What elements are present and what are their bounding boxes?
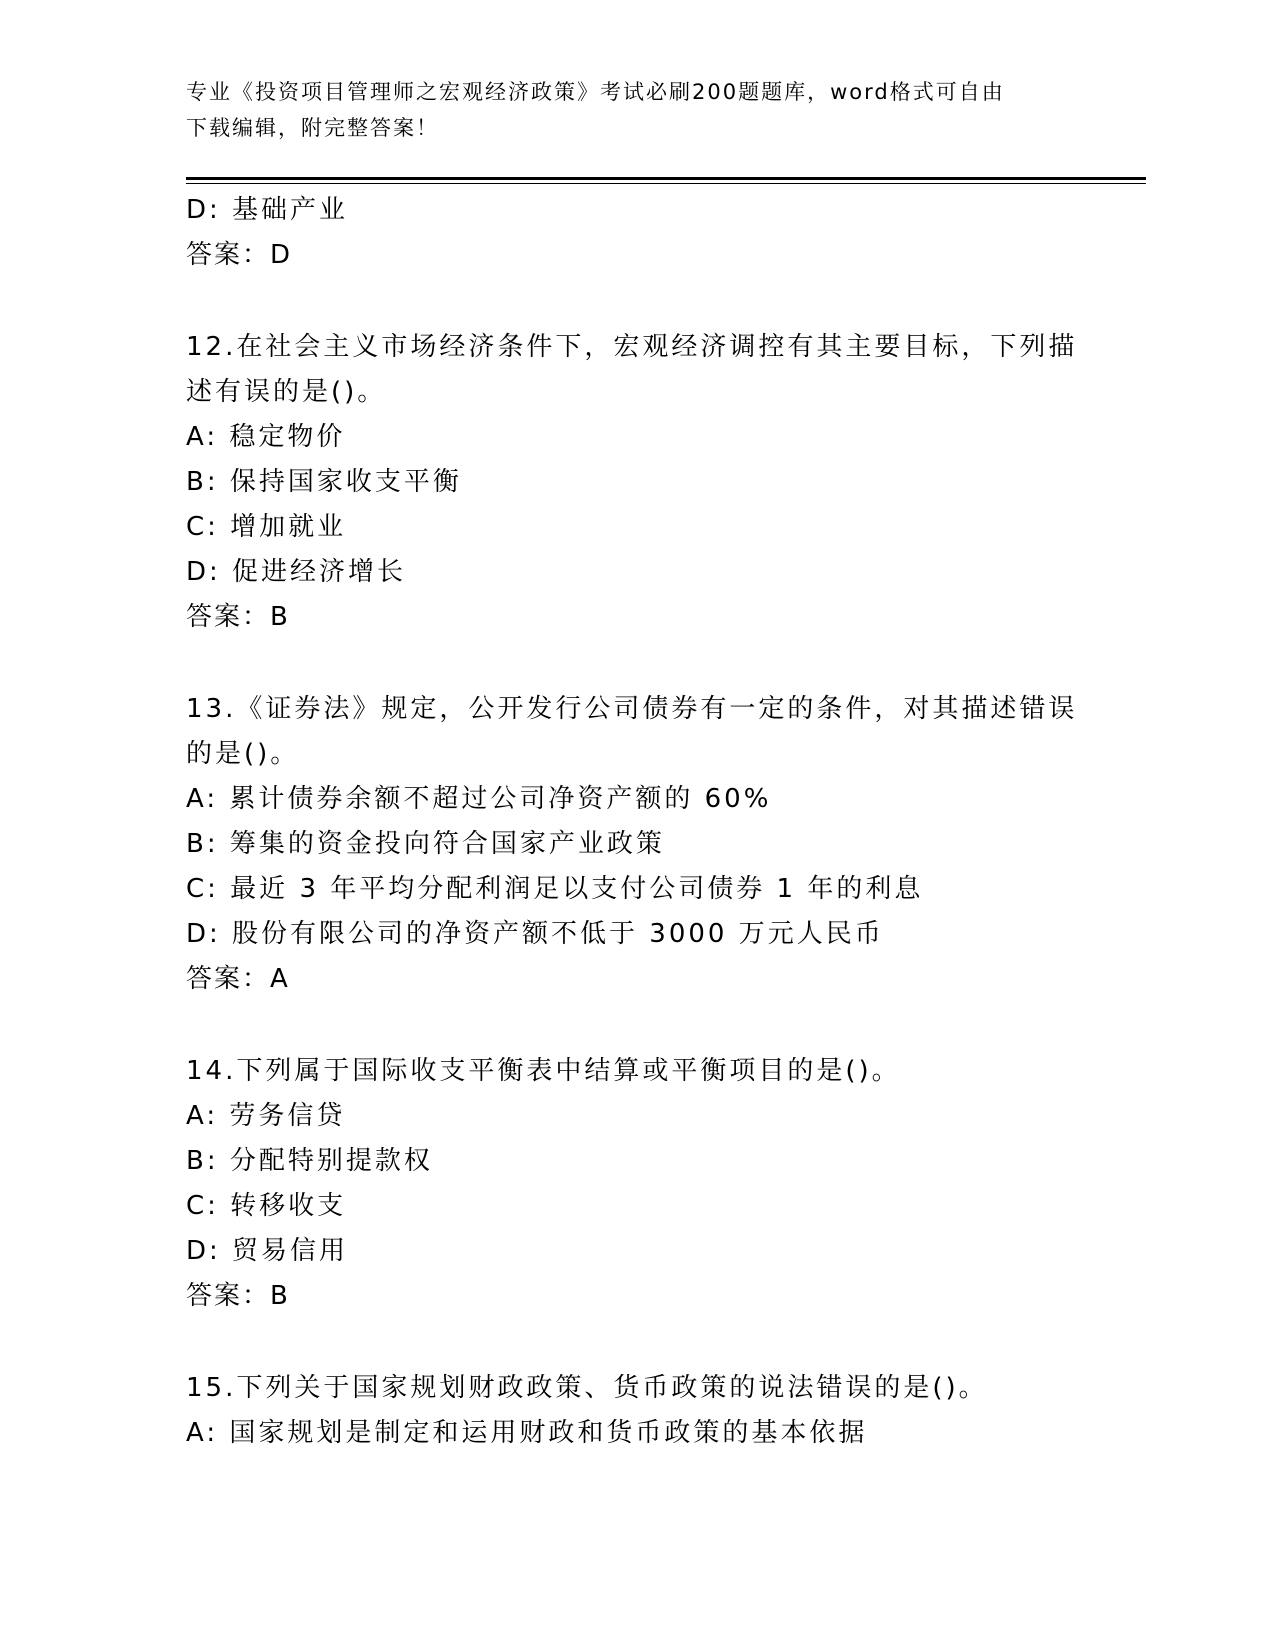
- option-a: A: 劳务信贷: [186, 1101, 346, 1131]
- option-a: A: 国家规划是制定和运用财政和货币政策的基本依据: [186, 1418, 868, 1448]
- question-stem-cont: 的是()。: [186, 739, 300, 769]
- answer: 答案：D: [186, 240, 293, 270]
- option-a: A: 累计债券余额不超过公司净资产额的 60%: [186, 784, 772, 814]
- header-rule-thick: [186, 177, 1146, 180]
- question-stem: 13.《证券法》规定，公开发行公司债券有一定的条件，对其描述错误: [186, 694, 1078, 724]
- header-line-1: 专业《投资项目管理师之宏观经济政策》考试必刷200题题库，word格式可自由: [186, 80, 1005, 104]
- option-c: C: 转移收支: [186, 1191, 347, 1221]
- document-body: [186, 188, 1086, 1456]
- option-c: C: 最近 3 年平均分配利润足以支付公司债券 1 年的利息: [186, 874, 924, 904]
- option-d: D: 贸易信用: [186, 1236, 349, 1266]
- option-b: B: 保持国家收支平衡: [186, 467, 462, 497]
- question-13: [186, 687, 1086, 1002]
- option-b: B: 分配特别提款权: [186, 1146, 433, 1176]
- option-d: D: 促进经济增长: [186, 557, 407, 587]
- option-b: B: 筹集的资金投向符合国家产业政策: [186, 829, 665, 859]
- option-d: D: 股份有限公司的净资产额不低于 3000 万元人民币: [186, 919, 884, 949]
- header-rule-thin: [186, 183, 1146, 184]
- header-line-2: 下载编辑，附完整答案！: [186, 116, 439, 140]
- question-stem: 14.下列属于国际收支平衡表中结算或平衡项目的是()。: [186, 1056, 901, 1086]
- answer: 答案：B: [186, 602, 290, 632]
- question-15: [186, 1366, 1086, 1456]
- question-stem-cont: 述有误的是()。: [186, 377, 387, 407]
- answer: 答案：B: [186, 1281, 290, 1311]
- option-d: D: 基础产业: [186, 195, 349, 225]
- answer: 答案：A: [186, 964, 290, 994]
- option-a: A: 稳定物价: [186, 422, 346, 452]
- option-c: C: 增加就业: [186, 512, 347, 542]
- question-14: [186, 1049, 1086, 1319]
- document-header: [186, 74, 1066, 146]
- question-12: [186, 325, 1086, 640]
- question-stem: 15.下列关于国家规划财政政策、货币政策的说法错误的是()。: [186, 1373, 988, 1403]
- question-11-tail: [186, 188, 1086, 278]
- question-stem: 12.在社会主义市场经济条件下，宏观经济调控有其主要目标，下列描: [186, 332, 1078, 362]
